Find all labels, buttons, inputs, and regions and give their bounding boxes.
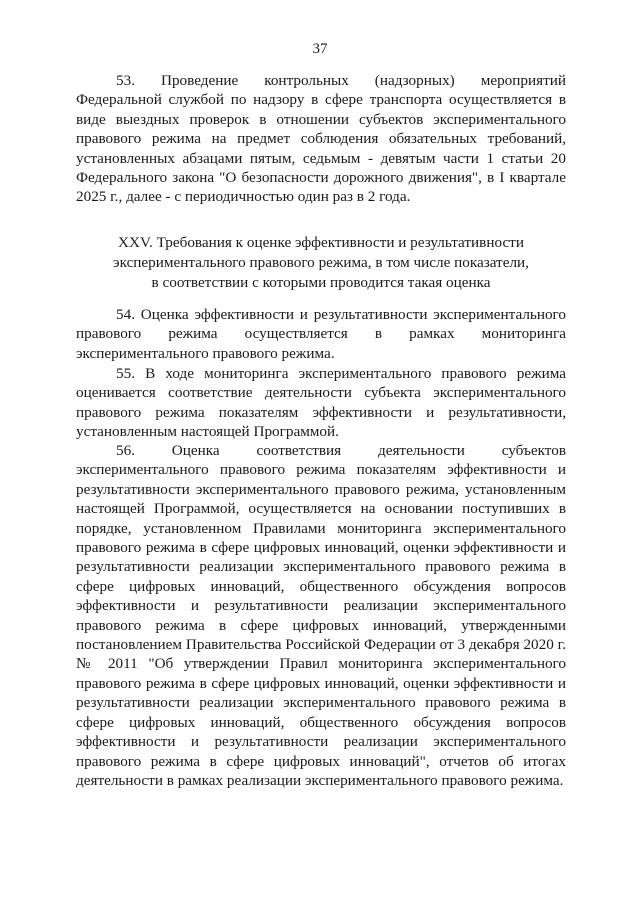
paragraph-54-block — [76, 305, 566, 363]
paragraph-56-block — [76, 441, 566, 790]
paragraph-53: 53. Проведение контрольных (надзорных) мероприятий Федеральной службой по надзору в сфере транспорта осуществляется в виде выездных проверок в отношении субъектов экспериментального правового режима на предмет соблюдения обязательных требований, установленных абзацами пятым, седьмым - девятым части 1 статьи 20 Федерального закона "О безопасности дорожного движения", в I квартале 2025 г., далее - с периодичностью один раз в 2 года. — [76, 72, 566, 206]
paragraph-56: 56. Оценка соответствия деятельности субъектов экспериментального правового режима показателям эффективности и результативности экспериментального правового режима, установленным настоящей Программой, осуществляется на основании поступивших в порядке, установленном Правилами мониторинга экспериментального правового режима в сфере цифровых инноваций, оценки эффективности и результативности реализации экспериментального правового режима в сфере цифровых инноваций, общественного обсуждения вопросов эффективности и результативности реализации экспериментального правового режима в сфере цифровых инноваций, утвержденными постановлением Правительства Российской Федерации от 3 декабря 2020 г. № 2011 "Об утверждении Правил мониторинга экспериментального правового режима в сфере цифровых инноваций, оценки эффективности и результативности реализации экспериментального правового режима в сфере цифровых инноваций, общественного обсуждения вопросов эффективности и результативности реализации экспериментального правового режима в сфере цифровых инноваций", отчетов об итогах деятельности в рамках реализации экспериментального правового режима. — [76, 442, 566, 789]
paragraph-54: 54. Оценка эффективности и результативности экспериментального правового режима осуществляется в рамках мониторинга экспериментального правового режима. — [76, 306, 566, 362]
paragraph-53-block — [76, 71, 566, 207]
section-heading-line-3: в соответствии с которыми проводится такая оценка — [151, 274, 491, 291]
page-number: 37 — [312, 41, 328, 57]
paragraph-55-block — [76, 364, 566, 442]
section-heading — [76, 233, 566, 293]
paragraph-55: 55. В ходе мониторинга экспериментального правового режима оценивается соответствие деятельности субъекта экспериментального правового режима показателям эффективности и результативности, установленным настоящей Программой. — [76, 365, 566, 441]
section-heading-line-2: экспериментального правового режима, в том числе показатели, — [113, 254, 529, 271]
section-heading-line-1: XXV. Требования к оценке эффективности и результативности — [118, 234, 524, 251]
